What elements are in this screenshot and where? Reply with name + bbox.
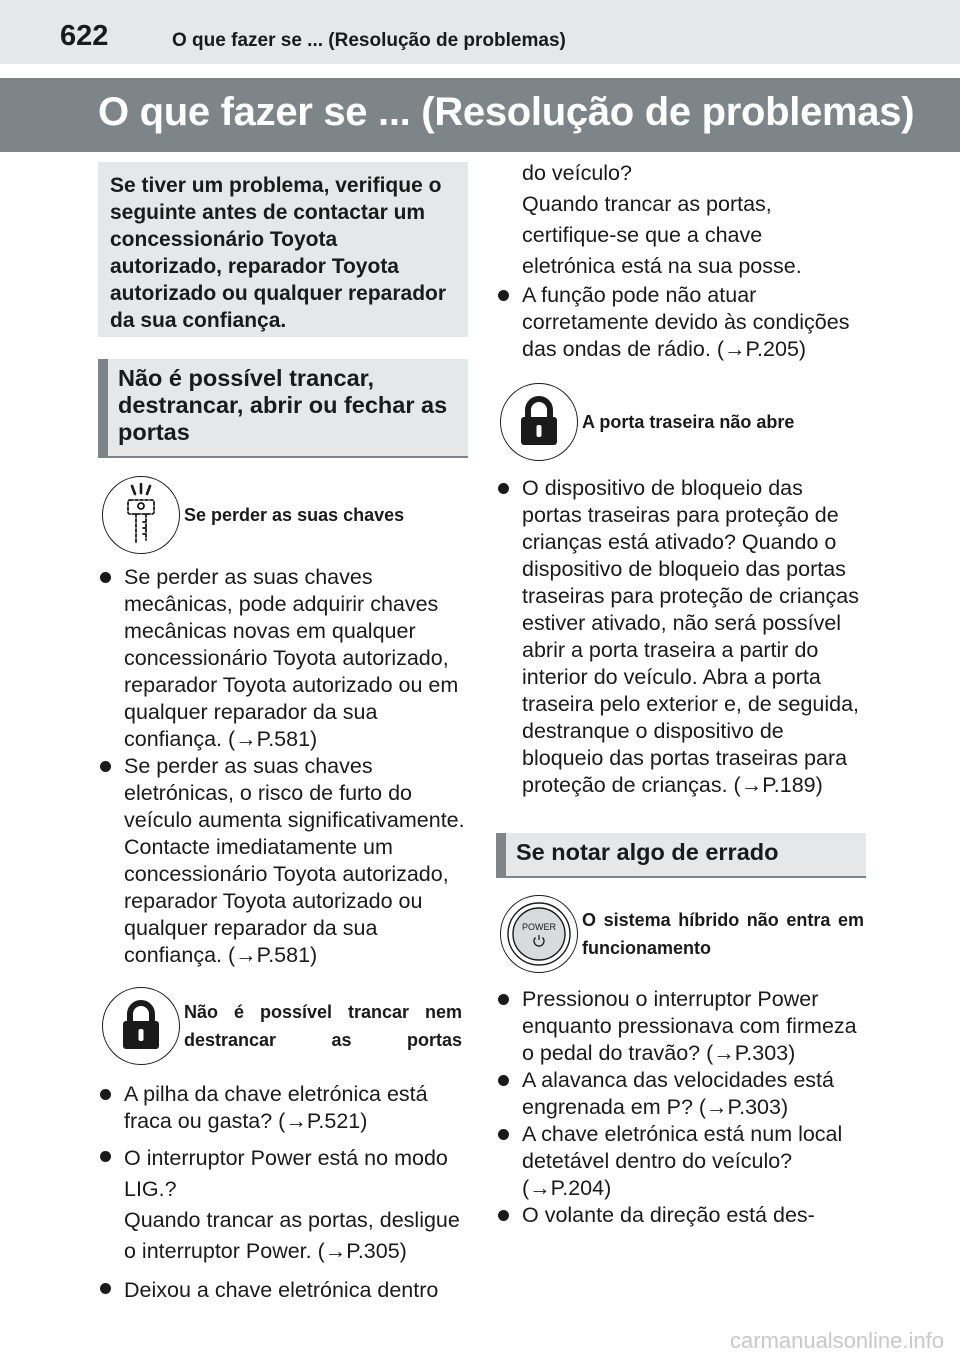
left-column <box>98 162 468 1306</box>
subsection-label-cannot-lock: Não é possível trancar nem destrancar as portas <box>184 1002 462 1050</box>
continued-answer: Quando trancar as portas, certifique-se que a chave eletrónica está na sua posse. <box>522 192 802 278</box>
continued-question: do veículo? <box>522 161 632 185</box>
lost-keys-list <box>98 564 468 969</box>
hybrid-start-list <box>496 986 866 1229</box>
cannot-lock-list <box>98 1081 468 1135</box>
list-item: A alavanca das velocidades está engrenada em P? (→P.303) <box>496 1067 866 1121</box>
list-item: Se perder as suas chaves eletrónicas, o risco de furto do veículo aumenta significativamente. Contacte imediatamente um concessionário Toyota autorizado, reparador Toyota autorizado ou qualquer reparador da sua confiança. (→P.581) <box>98 753 468 969</box>
list-item: A função pode não atuar corretamente devido às condições das ondas de rádio. (→P.205) <box>496 282 866 363</box>
rear-door-list <box>496 475 866 799</box>
subsection-label-rear-door: A porta traseira não abre <box>582 412 795 432</box>
list-item: Se perder as suas chaves mecânicas, pode adquirir chaves mecânicas novas em qualquer concessionário Toyota autorizado, reparador Toyota autorizado ou em qualquer reparador da sua confiança. (→P.581) <box>98 564 468 753</box>
list-item: O dispositivo de bloqueio das portas traseiras para proteção de crianças está ativado? Quando o dispositivo de bloqueio das portas traseiras para proteção de crianças estiver ativado, não será possível abrir a porta traseira a partir do interior do veículo. Abra a porta traseira pelo exterior e, de seguida, destranque o dispositivo de bloqueio das portas traseiras para proteção de crianças. (→P.189) <box>496 475 866 799</box>
page-number: 622 <box>60 20 109 52</box>
list-item: A pilha da chave eletrónica está fraca ou gasta? (→P.521) <box>98 1081 468 1135</box>
subsection-cannot-lock <box>98 985 468 1067</box>
padlock-icon <box>500 383 578 461</box>
list-item: O volante da direção está des- <box>496 1202 866 1229</box>
watermark: carmanualsonline.info <box>729 1328 944 1353</box>
intro-text: Se tiver um problema, verifique o seguinte antes de contactar um concessionário Toyota autorizado, reparador Toyota autorizado ou qualquer reparador da sua confiança. <box>110 174 447 332</box>
subsection-hybrid-start <box>496 892 866 976</box>
section-heading-locks: Não é possível trancar, destrancar, abrir ou fechar as portas <box>98 359 468 458</box>
list-item: A chave eletrónica está num local detetável dentro do veículo? (→P.204) <box>496 1121 866 1202</box>
key-icon <box>102 476 180 554</box>
intro-box <box>98 162 468 337</box>
running-title: O que fazer se ... (Resolução de problemas) <box>172 30 566 51</box>
power-mode-list <box>98 1143 468 1205</box>
subsection-lost-keys <box>98 474 468 556</box>
answer-text: Quando trancar as portas, desligue o interruptor Power. (→P.305) <box>124 1208 460 1263</box>
subsection-label-lost-keys: Se perder as suas chaves <box>184 505 405 525</box>
power-button-icon <box>500 895 578 973</box>
running-header <box>0 0 960 64</box>
list-item: Pressionou o interruptor Power enquanto pressionava com firmeza o pedal do travão? (→P.303) <box>496 986 866 1067</box>
padlock-icon <box>102 987 180 1065</box>
section-heading-wrong: Se notar algo de errado <box>496 833 866 878</box>
subsection-label-hybrid-start: O sistema híbrido não entra em funcionamento <box>582 910 864 958</box>
radio-list <box>496 282 866 363</box>
list-item: O interruptor Power está no modo LIG.? <box>98 1143 468 1205</box>
list-item: Deixou a chave eletrónica dentro <box>98 1275 468 1306</box>
right-column <box>496 158 866 1229</box>
subsection-rear-door <box>496 381 866 463</box>
power-button-text: POWER <box>521 922 557 932</box>
title-band <box>0 78 960 152</box>
key-inside-list <box>98 1275 468 1306</box>
page-title: O que fazer se ... (Resolução de problemas) <box>98 90 915 134</box>
